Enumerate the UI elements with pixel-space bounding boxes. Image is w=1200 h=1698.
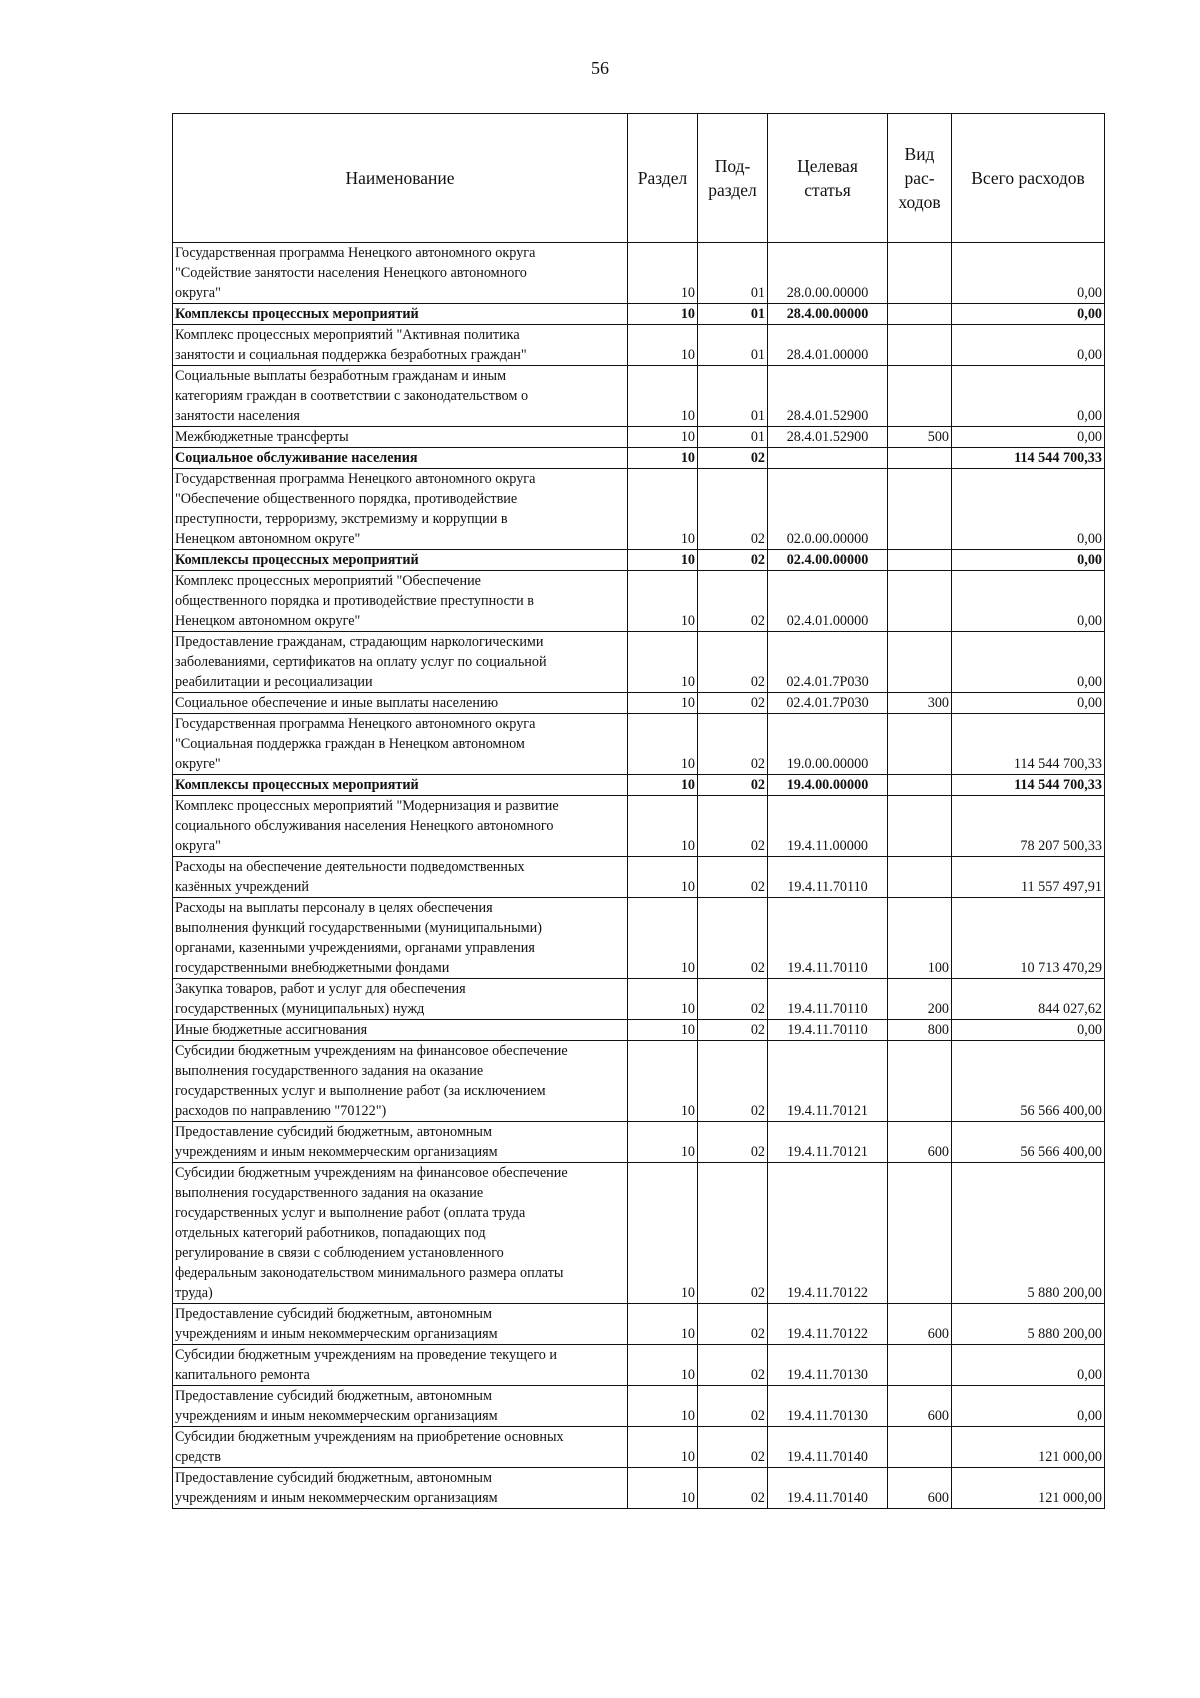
table-row [173,1468,1105,1509]
row-total: 0,00 [952,550,1105,571]
row-name: Государственная программа Ненецкого автономного округа "Обеспечение общественного порядка, противодействие преступности, терроризму, экстремизму и коррупции в Ненецком автономном округе" [173,469,628,550]
table-row [173,898,1105,979]
header-total: Всего расходов [952,114,1105,243]
row-razdel: 10 [628,550,698,571]
row-razdel: 10 [628,1020,698,1041]
row-podrazdel: 02 [698,550,768,571]
row-total: 5 880 200,00 [952,1304,1105,1345]
row-target-article: 19.4.11.70140 [768,1468,888,1509]
row-total: 0,00 [952,366,1105,427]
row-name: Субсидии бюджетным учреждениям на проведение текущего и капитального ремонта [173,1345,628,1386]
table-row [173,469,1105,550]
table-row [173,1345,1105,1386]
row-name: Комплекс процессных мероприятий "Модернизация и развитие социального обслуживания населения Ненецкого автономного округа" [173,796,628,857]
row-podrazdel: 01 [698,243,768,304]
row-name: Предоставление гражданам, страдающим наркологическими заболеваниями, сертификатов на оплату услуг по социальной реабилитации и ресоциализации [173,632,628,693]
row-target-article: 19.4.11.70121 [768,1122,888,1163]
row-total: 114 544 700,33 [952,714,1105,775]
row-name: Субсидии бюджетным учреждениям на финансовое обеспечение выполнения государственного задания на оказание государственных услуг и выполнение работ (за исключением расходов по направлению "70122") [173,1041,628,1122]
header-vid: Вид рас- ходов [888,114,952,243]
row-name: Комплексы процессных мероприятий [173,550,628,571]
row-expense-type [888,325,952,366]
row-razdel: 10 [628,571,698,632]
row-target-article: 28.0.00.00000 [768,243,888,304]
table-row [173,325,1105,366]
table-row [173,571,1105,632]
row-total: 11 557 497,91 [952,857,1105,898]
row-name: Комплекс процессных мероприятий "Активная политика занятости и социальная поддержка безработных граждан" [173,325,628,366]
row-name: Комплекс процессных мероприятий "Обеспечение общественного порядка и противодействие преступности в Ненецком автономном округе" [173,571,628,632]
row-razdel: 10 [628,1163,698,1304]
row-expense-type [888,366,952,427]
table-row [173,1020,1105,1041]
row-podrazdel: 02 [698,857,768,898]
row-podrazdel: 02 [698,1468,768,1509]
row-total: 0,00 [952,571,1105,632]
row-podrazdel: 02 [698,1163,768,1304]
header-razdel: Раздел [628,114,698,243]
row-target-article: 19.4.11.70140 [768,1427,888,1468]
row-name: Иные бюджетные ассигнования [173,1020,628,1041]
row-podrazdel: 02 [698,1427,768,1468]
row-podrazdel: 02 [698,1304,768,1345]
row-name: Государственная программа Ненецкого автономного округа "Социальная поддержка граждан в Ненецком автономном округе" [173,714,628,775]
row-expense-type [888,632,952,693]
row-expense-type: 800 [888,1020,952,1041]
header-podrazdel: Под- раздел [698,114,768,243]
row-podrazdel: 02 [698,1386,768,1427]
row-expense-type: 600 [888,1386,952,1427]
row-total: 0,00 [952,693,1105,714]
row-razdel: 10 [628,898,698,979]
row-name: Субсидии бюджетным учреждениям на приобретение основных средств [173,1427,628,1468]
row-podrazdel: 02 [698,1020,768,1041]
row-total: 0,00 [952,325,1105,366]
row-razdel: 10 [628,448,698,469]
row-expense-type: 100 [888,898,952,979]
row-total: 114 544 700,33 [952,775,1105,796]
row-expense-type: 500 [888,427,952,448]
page-number: 56 [591,58,609,78]
row-razdel: 10 [628,693,698,714]
row-podrazdel: 01 [698,304,768,325]
row-target-article: 19.0.00.00000 [768,714,888,775]
row-target-article: 02.4.01.00000 [768,571,888,632]
row-podrazdel: 02 [698,632,768,693]
row-name: Комплексы процессных мероприятий [173,775,628,796]
row-total: 10 713 470,29 [952,898,1105,979]
row-podrazdel: 02 [698,571,768,632]
row-target-article: 19.4.11.70122 [768,1163,888,1304]
row-expense-type [888,448,952,469]
header-name: Наименование [173,114,628,243]
table-row [173,304,1105,325]
row-total: 114 544 700,33 [952,448,1105,469]
row-expense-type [888,1163,952,1304]
table-row [173,1163,1105,1304]
row-name: Социальные выплаты безработным гражданам и иным категориям граждан в соответствии с законодательством о занятости населения [173,366,628,427]
row-podrazdel: 02 [698,1041,768,1122]
row-total: 56 566 400,00 [952,1041,1105,1122]
row-name: Закупка товаров, работ и услуг для обеспечения государственных (муниципальных) нужд [173,979,628,1020]
row-podrazdel: 01 [698,427,768,448]
row-expense-type: 600 [888,1468,952,1509]
row-target-article: 02.4.00.00000 [768,550,888,571]
row-total: 0,00 [952,469,1105,550]
row-target-article: 28.4.01.52900 [768,366,888,427]
table-body [173,243,1105,1509]
row-expense-type [888,571,952,632]
row-expense-type [888,469,952,550]
row-razdel: 10 [628,796,698,857]
row-podrazdel: 01 [698,325,768,366]
header-statya: Целевая статья [768,114,888,243]
row-name: Субсидии бюджетным учреждениям на финансовое обеспечение выполнения государственного задания на оказание государственных услуг и выполнение работ (оплата труда отдельных категорий работников, попадающих под регулирование в связи с соблюдением установленного федеральным законодательством минимального размера оплаты труда) [173,1163,628,1304]
row-total: 0,00 [952,1020,1105,1041]
row-target-article: 19.4.00.00000 [768,775,888,796]
row-target-article: 19.4.11.70130 [768,1386,888,1427]
table-row [173,1041,1105,1122]
row-total: 0,00 [952,632,1105,693]
row-target-article: 02.4.01.7Р030 [768,693,888,714]
row-podrazdel: 02 [698,448,768,469]
row-razdel: 10 [628,775,698,796]
row-total: 5 880 200,00 [952,1163,1105,1304]
row-podrazdel: 02 [698,469,768,550]
row-razdel: 10 [628,632,698,693]
table-row [173,1386,1105,1427]
row-expense-type [888,714,952,775]
row-target-article: 19.4.11.70110 [768,979,888,1020]
row-target-article: 02.0.00.00000 [768,469,888,550]
row-target-article: 19.4.11.70122 [768,1304,888,1345]
row-total: 78 207 500,33 [952,796,1105,857]
row-podrazdel: 02 [698,693,768,714]
row-target-article: 19.4.11.70130 [768,1345,888,1386]
row-razdel: 10 [628,1427,698,1468]
row-podrazdel: 01 [698,366,768,427]
row-razdel: 10 [628,1468,698,1509]
row-name: Межбюджетные трансферты [173,427,628,448]
row-razdel: 10 [628,1345,698,1386]
row-total: 121 000,00 [952,1427,1105,1468]
table-row [173,1122,1105,1163]
row-podrazdel: 02 [698,1345,768,1386]
row-expense-type: 600 [888,1304,952,1345]
table-row [173,1427,1105,1468]
table-row [173,1304,1105,1345]
row-total: 0,00 [952,304,1105,325]
row-razdel: 10 [628,1041,698,1122]
row-expense-type [888,243,952,304]
row-name: Государственная программа Ненецкого автономного округа "Содействие занятости населения Ненецкого автономного округа" [173,243,628,304]
row-razdel: 10 [628,304,698,325]
row-target-article: 28.4.01.00000 [768,325,888,366]
table-row [173,714,1105,775]
row-name: Расходы на выплаты персоналу в целях обеспечения выполнения функций государственными (муниципальными) органами, казенными учреждениями, органами управления государственными внебюджетными фондами [173,898,628,979]
row-name: Социальное обслуживание населения [173,448,628,469]
table-row [173,243,1105,304]
row-razdel: 10 [628,714,698,775]
table-row [173,550,1105,571]
row-razdel: 10 [628,469,698,550]
row-podrazdel: 02 [698,1122,768,1163]
row-total: 844 027,62 [952,979,1105,1020]
row-razdel: 10 [628,1304,698,1345]
row-expense-type [888,1345,952,1386]
row-expense-type: 300 [888,693,952,714]
row-target-article: 02.4.01.7Р030 [768,632,888,693]
row-expense-type [888,1041,952,1122]
row-target-article: 19.4.11.70121 [768,1041,888,1122]
row-razdel: 10 [628,1122,698,1163]
row-podrazdel: 02 [698,979,768,1020]
row-target-article: 28.4.01.52900 [768,427,888,448]
row-name: Расходы на обеспечение деятельности подведомственных казённых учреждений [173,857,628,898]
row-target-article: 19.4.11.70110 [768,857,888,898]
table-row [173,979,1105,1020]
table-row [173,366,1105,427]
table-row [173,796,1105,857]
row-razdel: 10 [628,1386,698,1427]
table-row [173,857,1105,898]
row-target-article: 19.4.11.70110 [768,1020,888,1041]
row-target-article: 19.4.11.70110 [768,898,888,979]
row-expense-type: 200 [888,979,952,1020]
table-row [173,427,1105,448]
table-row [173,448,1105,469]
row-razdel: 10 [628,979,698,1020]
row-name: Социальное обеспечение и иные выплаты населению [173,693,628,714]
row-razdel: 10 [628,243,698,304]
row-razdel: 10 [628,857,698,898]
row-total: 0,00 [952,1386,1105,1427]
row-total: 56 566 400,00 [952,1122,1105,1163]
row-name: Предоставление субсидий бюджетным, автономным учреждениям и иным некоммерческим организациям [173,1304,628,1345]
row-podrazdel: 02 [698,796,768,857]
row-total: 0,00 [952,427,1105,448]
budget-table [172,113,1105,1509]
row-target-article: 19.4.11.00000 [768,796,888,857]
row-expense-type [888,304,952,325]
row-razdel: 10 [628,325,698,366]
row-podrazdel: 02 [698,714,768,775]
row-expense-type [888,796,952,857]
row-expense-type [888,857,952,898]
table-header-row [173,114,1105,243]
row-target-article [768,448,888,469]
row-expense-type [888,775,952,796]
row-name: Предоставление субсидий бюджетным, автономным учреждениям и иным некоммерческим организациям [173,1122,628,1163]
table-row [173,775,1105,796]
row-name: Предоставление субсидий бюджетным, автономным учреждениям и иным некоммерческим организациям [173,1386,628,1427]
row-expense-type [888,1427,952,1468]
row-total: 121 000,00 [952,1468,1105,1509]
row-total: 0,00 [952,243,1105,304]
row-razdel: 10 [628,366,698,427]
row-podrazdel: 02 [698,775,768,796]
row-podrazdel: 02 [698,898,768,979]
row-target-article: 28.4.00.00000 [768,304,888,325]
row-razdel: 10 [628,427,698,448]
row-name: Комплексы процессных мероприятий [173,304,628,325]
row-expense-type: 600 [888,1122,952,1163]
row-total: 0,00 [952,1345,1105,1386]
table-row [173,693,1105,714]
row-name: Предоставление субсидий бюджетным, автономным учреждениям и иным некоммерческим организациям [173,1468,628,1509]
row-expense-type [888,550,952,571]
table-row [173,632,1105,693]
